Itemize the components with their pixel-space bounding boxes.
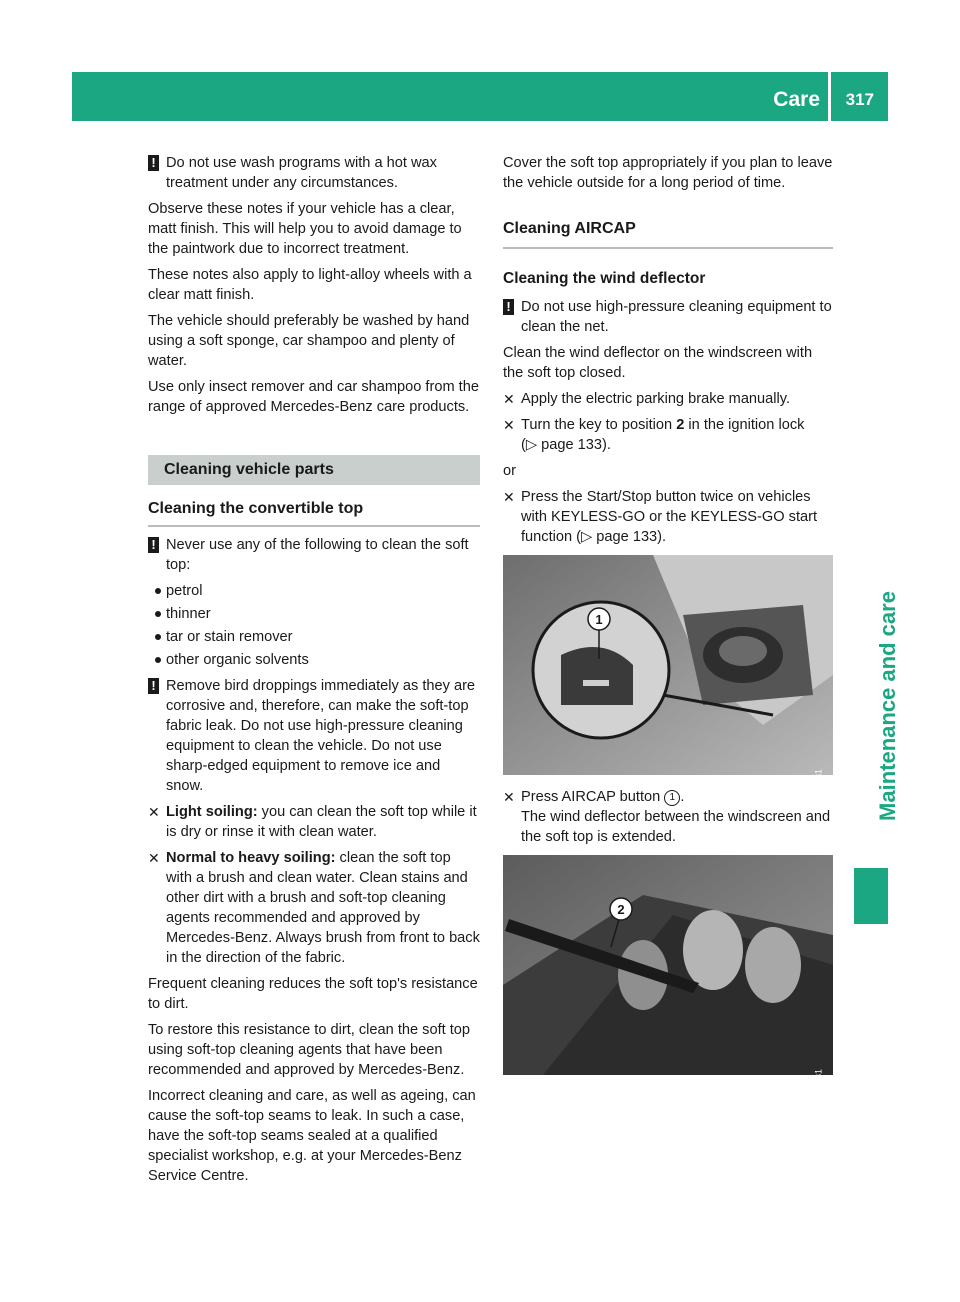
warning-icon: ! — [503, 299, 514, 315]
right-column — [503, 153, 833, 1134]
header-bar — [72, 72, 888, 121]
step-text: Press the Start/Stop button twice on vehicles with KEYLESS-GO or the KEYLESS-GO start function (▷ page 133). — [521, 489, 818, 545]
step-bold-value: 2 — [676, 417, 685, 433]
image-code: P54.26-0333-31 — [814, 769, 824, 834]
subsection-heading: Cleaning the convertible top — [148, 499, 480, 527]
step-arrow-icon: ✕ — [148, 804, 160, 820]
warning-note — [148, 535, 480, 575]
step-bold-label: Light soiling: — [166, 804, 258, 820]
paragraph: The vehicle should preferably be washed by hand using a soft sponge, car shampoo and plenty of water. — [148, 313, 470, 369]
instruction-step — [503, 415, 833, 455]
page-reference: (▷ page 133). — [521, 437, 611, 453]
warning-text: Do not use high-pressure cleaning equipment to clean the net. — [521, 299, 832, 335]
connector-text: or — [503, 463, 516, 479]
callout-number-icon: 1 — [664, 790, 680, 806]
header-title: Care — [773, 88, 820, 111]
callout-1: 1 — [595, 612, 603, 627]
warning-note — [148, 153, 480, 193]
step-bold-label: Normal to heavy soiling: — [166, 850, 336, 866]
step-result: The wind deflector between the windscreen and the soft top is extended. — [521, 809, 831, 845]
subsection-heading: Cleaning the wind deflector — [503, 270, 706, 287]
step-text: in the ignition lock — [688, 417, 805, 433]
bullet-list — [148, 581, 480, 670]
list-item: tar or stain remover — [148, 627, 480, 647]
image-code: P77.25-2001-31 — [814, 1069, 824, 1134]
list-item: other organic solvents — [148, 650, 480, 670]
step-arrow-icon: ✕ — [148, 850, 160, 866]
step-text: . — [680, 789, 685, 805]
left-column — [148, 153, 480, 1192]
paragraph: Incorrect cleaning and care, as well as ageing, can cause the soft-top seams to leak. In such a case, have the soft-top seams sealed at a qualified specialist workshop, e.g. at your Mercedes-Benz Service Centre. — [148, 1088, 476, 1184]
warning-icon: ! — [148, 537, 159, 553]
step-text: Press AIRCAP button — [521, 789, 661, 805]
warning-text: Do not use wash programs with a hot wax treatment under any circumstances. — [166, 155, 437, 191]
warning-icon: ! — [148, 678, 159, 694]
paragraph: Use only insect remover and car shampoo from the range of approved Mercedes-Benz care products. — [148, 379, 479, 415]
step-text: Turn the key to position — [521, 417, 673, 433]
instruction-step — [503, 487, 833, 547]
header-divider — [828, 72, 831, 121]
paragraph: Clean the wind deflector on the windscreen with the soft top closed. — [503, 345, 813, 381]
side-section-label-text: Maintenance and care — [875, 591, 900, 821]
paragraph: To restore this resistance to dirt, clean the soft top using soft-top cleaning agents that have been recommended and approved by Mercedes-Benz. — [148, 1022, 471, 1078]
step-arrow-icon: ✕ — [503, 489, 515, 505]
warning-note — [503, 297, 833, 337]
wind-deflector-photo — [503, 855, 833, 1134]
paragraph: Observe these notes if your vehicle has a clear, matt finish. This will help you to avoid damage to the paintwork due to incorrect treatment. — [148, 201, 462, 257]
warning-text: Remove bird droppings immediately as they are corrosive and, therefore, can make the soft-top fabric leak. Do not use high-pressure cleaning equipment to clean the vehicle. Do not use sharp-edged equipment to remove ice and snow. — [166, 678, 476, 794]
side-thumb-tab — [854, 868, 888, 924]
list-item: thinner — [148, 604, 480, 624]
callout-2: 2 — [617, 902, 625, 917]
instruction-step — [148, 848, 480, 968]
step-arrow-icon: ✕ — [503, 391, 515, 407]
instruction-step — [503, 389, 833, 409]
step-arrow-icon: ✕ — [503, 417, 515, 433]
paragraph: These notes also apply to light-alloy wheels with a clear matt finish. — [148, 267, 472, 303]
step-text: clean the soft top with a brush and clean water. Clean stains and other dirt with a brush and soft-top cleaning agents recommended and approved by Mercedes-Benz. Always brush from front to back in the direction of the fabric. — [166, 850, 480, 966]
section-heading: Cleaning AIRCAP — [503, 219, 833, 249]
section-heading: Cleaning vehicle parts — [148, 455, 480, 485]
step-text: Apply the electric parking brake manually. — [521, 391, 791, 407]
warning-note — [148, 676, 480, 796]
warning-icon: ! — [148, 155, 159, 171]
list-item: petrol — [148, 581, 480, 601]
instruction-step — [503, 787, 833, 847]
instruction-step — [148, 802, 480, 842]
warning-text: Never use any of the following to clean the soft top: — [166, 537, 469, 573]
step-text: you can clean the soft top while it is dry or rinse it with clean water. — [166, 804, 477, 840]
page-number: 317 — [845, 90, 874, 109]
step-arrow-icon: ✕ — [503, 789, 515, 805]
paragraph: Cover the soft top appropriately if you plan to leave the vehicle outside for a long period of time. — [503, 155, 833, 191]
paragraph: Frequent cleaning reduces the soft top's resistance to dirt. — [148, 976, 478, 1012]
